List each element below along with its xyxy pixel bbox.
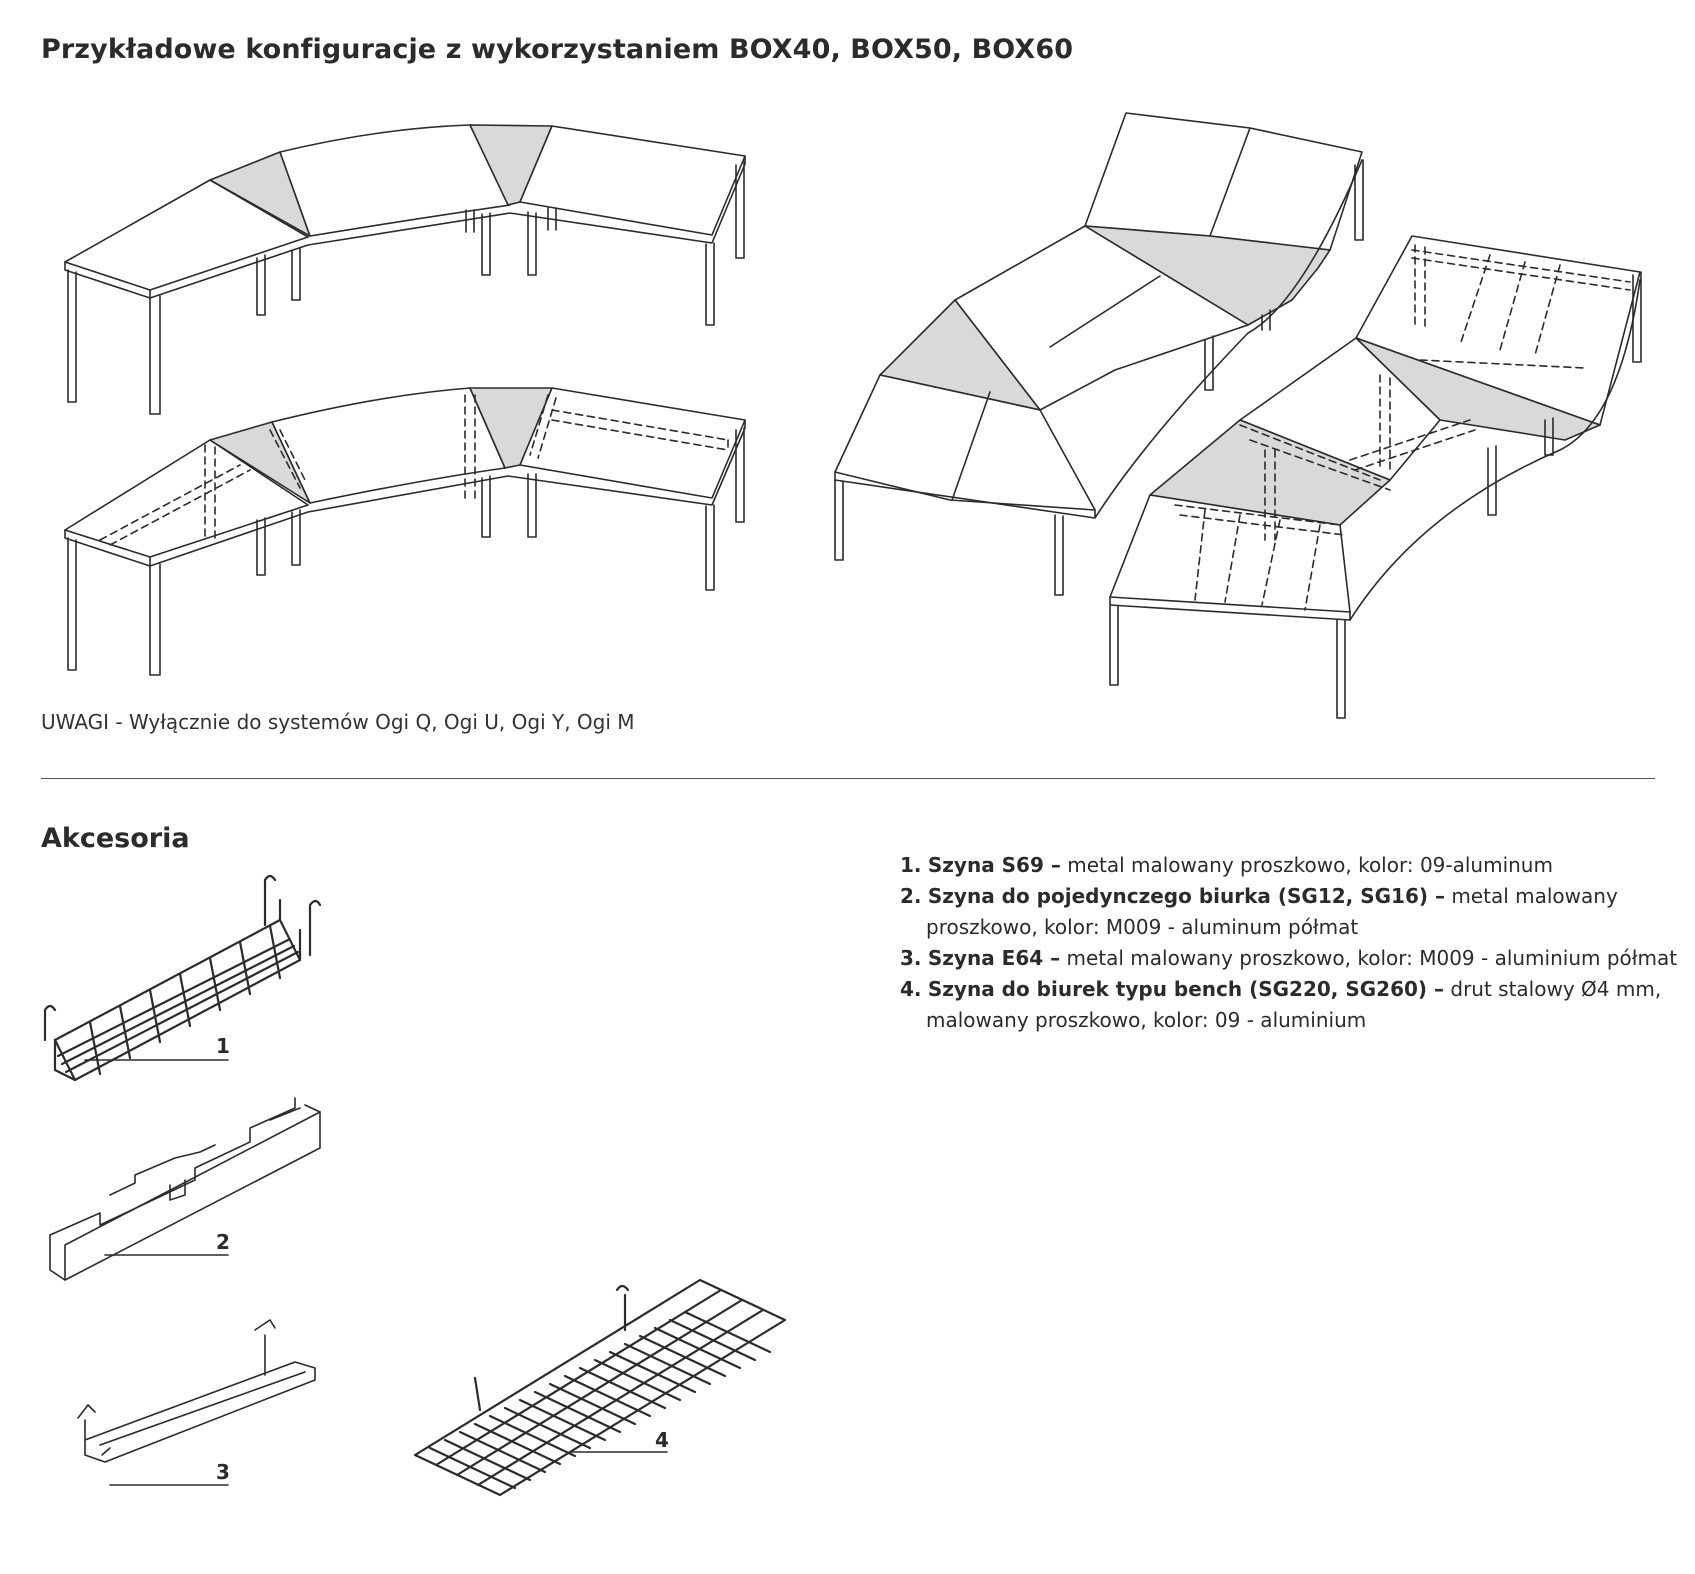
item-name: Szyna do biurek typu bench (SG220, SG260) – [927, 977, 1445, 1001]
item-number: 1. [900, 853, 922, 877]
item-name: Szyna S69 – [927, 853, 1061, 877]
callout-3: 3 [216, 1460, 230, 1484]
section-divider [41, 778, 1655, 779]
desk-config-curved-rails [65, 388, 745, 675]
accessory-3-e64-tray [78, 1320, 315, 1485]
list-item [900, 974, 1690, 1036]
item-description: metal malowany proszkowo, kolor: M009 - aluminium półmat [1060, 946, 1678, 970]
accessory-4-bench-basket [415, 1280, 785, 1495]
item-description: metal malowany proszkowo, kolor: M009 - aluminum półmat [926, 884, 1618, 939]
accessories-title: Akcesoria [41, 823, 190, 854]
accessories-list [900, 850, 1690, 1036]
item-name: Szyna do pojedynczego biurka (SG12, SG16) – [927, 884, 1445, 908]
desk-config-curved [65, 125, 745, 414]
page-title: Przykładowe konfiguracje z wykorzystaniem BOX40, BOX50, BOX60 [41, 34, 1074, 65]
callout-1: 1 [216, 1034, 230, 1058]
list-item [900, 943, 1690, 974]
item-number: 3. [900, 946, 922, 970]
list-item [900, 881, 1690, 943]
callout-4: 4 [655, 1428, 669, 1452]
notes-text: UWAGI - Wyłącznie do systemów Ogi Q, Ogi U, Ogi Y, Ogi M [41, 710, 635, 734]
accessory-2-sheet-tray [50, 1098, 320, 1280]
item-number: 4. [900, 977, 922, 1001]
item-number: 2. [900, 884, 922, 908]
item-description: drut stalowy Ø4 mm, malowany proszkowo, kolor: 09 - aluminium [926, 977, 1662, 1032]
list-item [900, 850, 1690, 881]
item-description: metal malowany proszkowo, kolor: 09-aluminum [1060, 853, 1553, 877]
accessory-1-wire-basket [45, 876, 320, 1080]
item-name: Szyna E64 – [927, 946, 1061, 970]
callout-2: 2 [216, 1230, 230, 1254]
